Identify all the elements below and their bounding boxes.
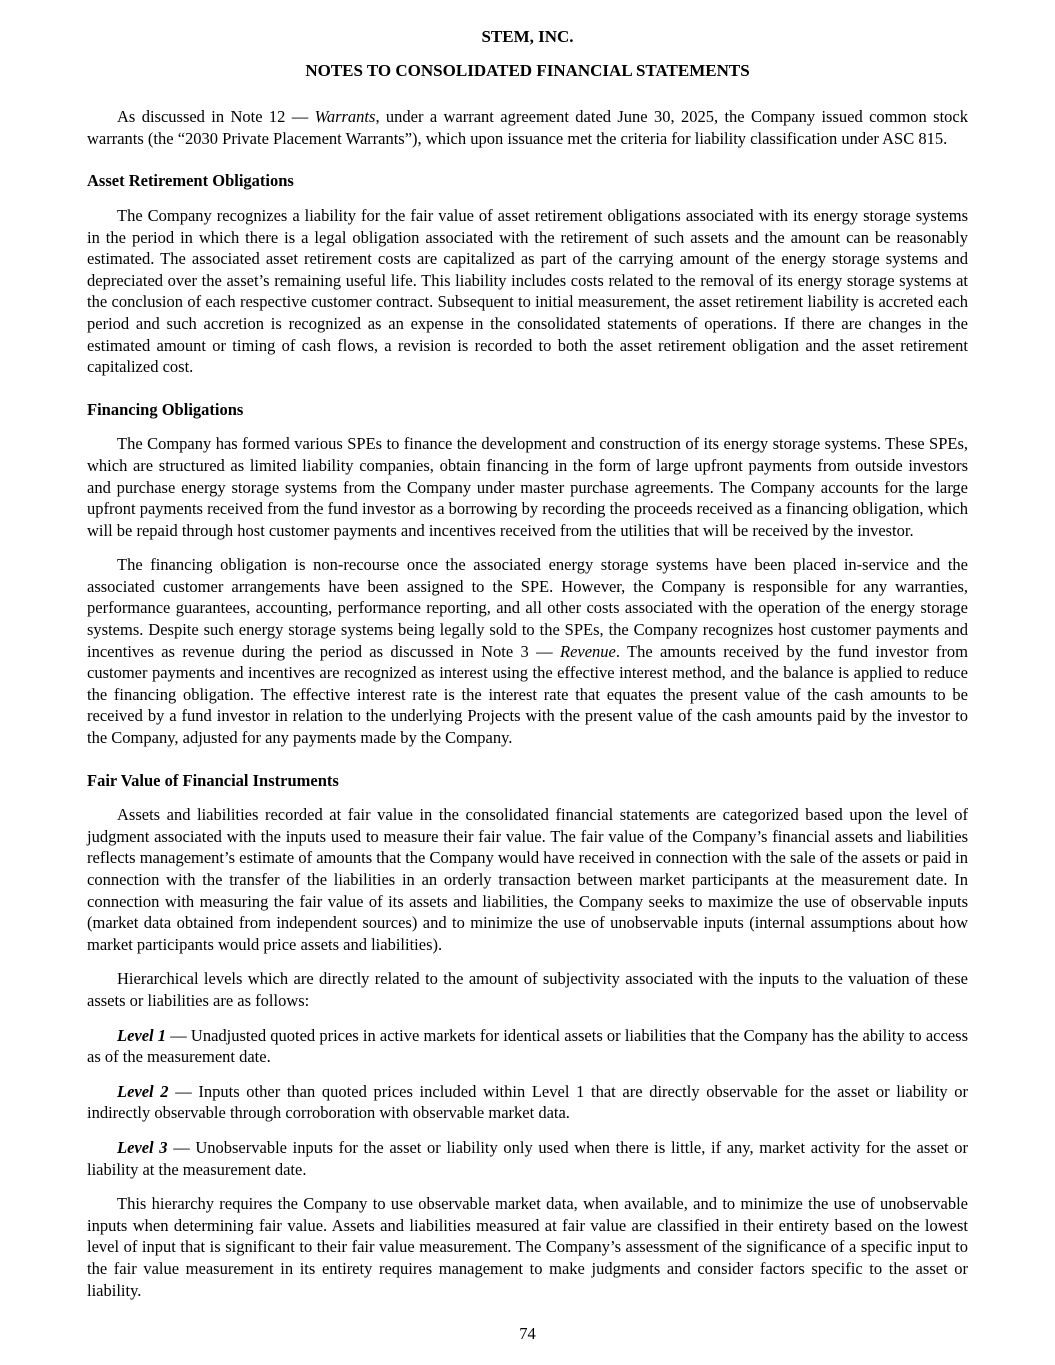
level-2-text: — Inputs other than quoted prices included within Level 1 that are directly observable for the asset or liability or indirectly observable through corroboration with observable market data. xyxy=(87,1081,968,1123)
heading-financing-obligations: Financing Obligations xyxy=(87,399,244,419)
text-segment: . The amounts received by the fund investor from customer payments and incentives are recognized as interest using the effective interest method, and the balance is applied to reduce the financing obligation. The effective interest rate is the interest rate that equates the present value of the cash amounts to be received by a fund investor in relation to the underlying Projects with the present value of the cash amounts paid by the investor to the Company, adjusted for any payments made by the Company. xyxy=(87,641,969,748)
paragraph-level-1 xyxy=(87,1025,968,1068)
level-1-label: Level 1 xyxy=(117,1025,167,1045)
text-segment: The financing obligation is non-recourse once the associated energy storage systems have been placed in-service and the associated customer arrangements have been assigned to the SPE. However, the Company is responsible for any warranties, performance guarantees, accounting, performance reporting, and all other costs associated with the operation of the energy storage systems. Despite such energy storage systems being legally sold to the SPEs, the Company recognizes host customer payments and incentives as revenue during the period as discussed in Note 3 — xyxy=(87,555,968,661)
heading-fair-value: Fair Value of Financial Instruments xyxy=(87,770,339,790)
text-segment: , under a warrant agreement dated June 30, 2025, the Company issued common stock warrants (the “2030 Private Placement Warrants”), which upon issuance met the criteria for liability classification under ASC 815. xyxy=(87,107,968,148)
paragraph-asset-retirement: The Company recognizes a liability for the fair value of asset retirement obligations associated with its energy storage systems in the period in which there is a legal obligation associated with the retirement of such assets and the amount can be reasonably estimated. The associated asset retirement costs are capitalized as part of the carrying amount of the energy storage systems and depreciated over the asset’s remaining useful life. This liability includes costs related to the removal of its energy storage systems at the conclusion of each respective customer contract. Subsequent to initial measurement, the asset retirement liability is accreted each period and such accretion is recognized as an expense in the consolidated statements of operations. If there are changes in the estimated amount or timing of cash flows, a revision is recorded to both the asset retirement obligation and the asset retirement capitalized cost. xyxy=(87,205,968,377)
paragraph-warrants-intro xyxy=(87,106,968,149)
text-segment: As discussed in Note 12 — xyxy=(117,107,315,127)
paragraph-level-3 xyxy=(87,1137,968,1180)
company-title: STEM, INC. xyxy=(481,27,574,46)
page-number: 74 xyxy=(519,1324,536,1344)
paragraph-hierarchical-levels: Hierarchical levels which are directly related to the amount of subjectivity associated with the inputs to the valuation of these assets or liabilities are as follows: xyxy=(87,969,968,1010)
level-3-text: — Unobservable inputs for the asset or liability only used when there is little, if any, market activity for the asset or liability at the measurement date. xyxy=(87,1137,969,1179)
paragraph-fair-value-1: Assets and liabilities recorded at fair value in the consolidated financial statements are categorized based upon the level of judgment associated with the inputs used to measure their fair value. The fair value of the Company’s financial assets and liabilities reflects management’s estimate of amounts that the Company would have received in connection with the sale of the assets or paid in connection with the transfer of the liabilities in an orderly transaction between market participants at the measurement date. In connection with measuring the fair value of its assets and liabilities, the Company seeks to maximize the use of observable inputs (market data obtained from independent sources) and to minimize the use of unobservable inputs (internal assumptions about how market participants would price assets and liabilities). xyxy=(87,805,968,954)
document-title: NOTES TO CONSOLIDATED FINANCIAL STATEMENTS xyxy=(305,60,750,80)
level-2-label: Level 2 xyxy=(117,1081,169,1101)
paragraph-financing-1: The Company has formed various SPEs to finance the development and construction of its energy storage systems. These SPEs, which are structured as limited liability companies, obtain financing in the form of large upfront payments from outside investors and purchase energy storage systems from the Company under master purchase agreements. The Company accounts for the large upfront payments received from the fund investor as a borrowing by recording the proceeds received as a financing obligation, which will be repaid through host customer payments and incentives received from the utilities that will be received by the investor. xyxy=(87,434,968,540)
paragraph-financing-2 xyxy=(87,554,968,748)
level-3-label: Level 3 xyxy=(117,1137,168,1157)
paragraph-hierarchy-requirements: This hierarchy requires the Company to use observable market data, when available, and to minimize the use of unobservable inputs when determining fair value. Assets and liabilities measured at fair value are classified in their entirety based on the lowest level of input that is significant to their fair value measurement. The Company’s assessment of the significance of a specific input to the fair value measurement in its entirety requires management to make judgments and consider factors specific to the asset or liability. xyxy=(87,1194,968,1300)
paragraph-level-2 xyxy=(87,1081,968,1124)
warrants-reference-italic: Warrants xyxy=(314,107,376,127)
level-1-text: — Unadjusted quoted prices in active markets for identical assets or liabilities that the Company has the ability to access as of the measurement date. xyxy=(87,1025,968,1067)
revenue-reference-italic: Revenue xyxy=(560,641,616,661)
heading-asset-retirement-obligations: Asset Retirement Obligations xyxy=(87,171,294,191)
